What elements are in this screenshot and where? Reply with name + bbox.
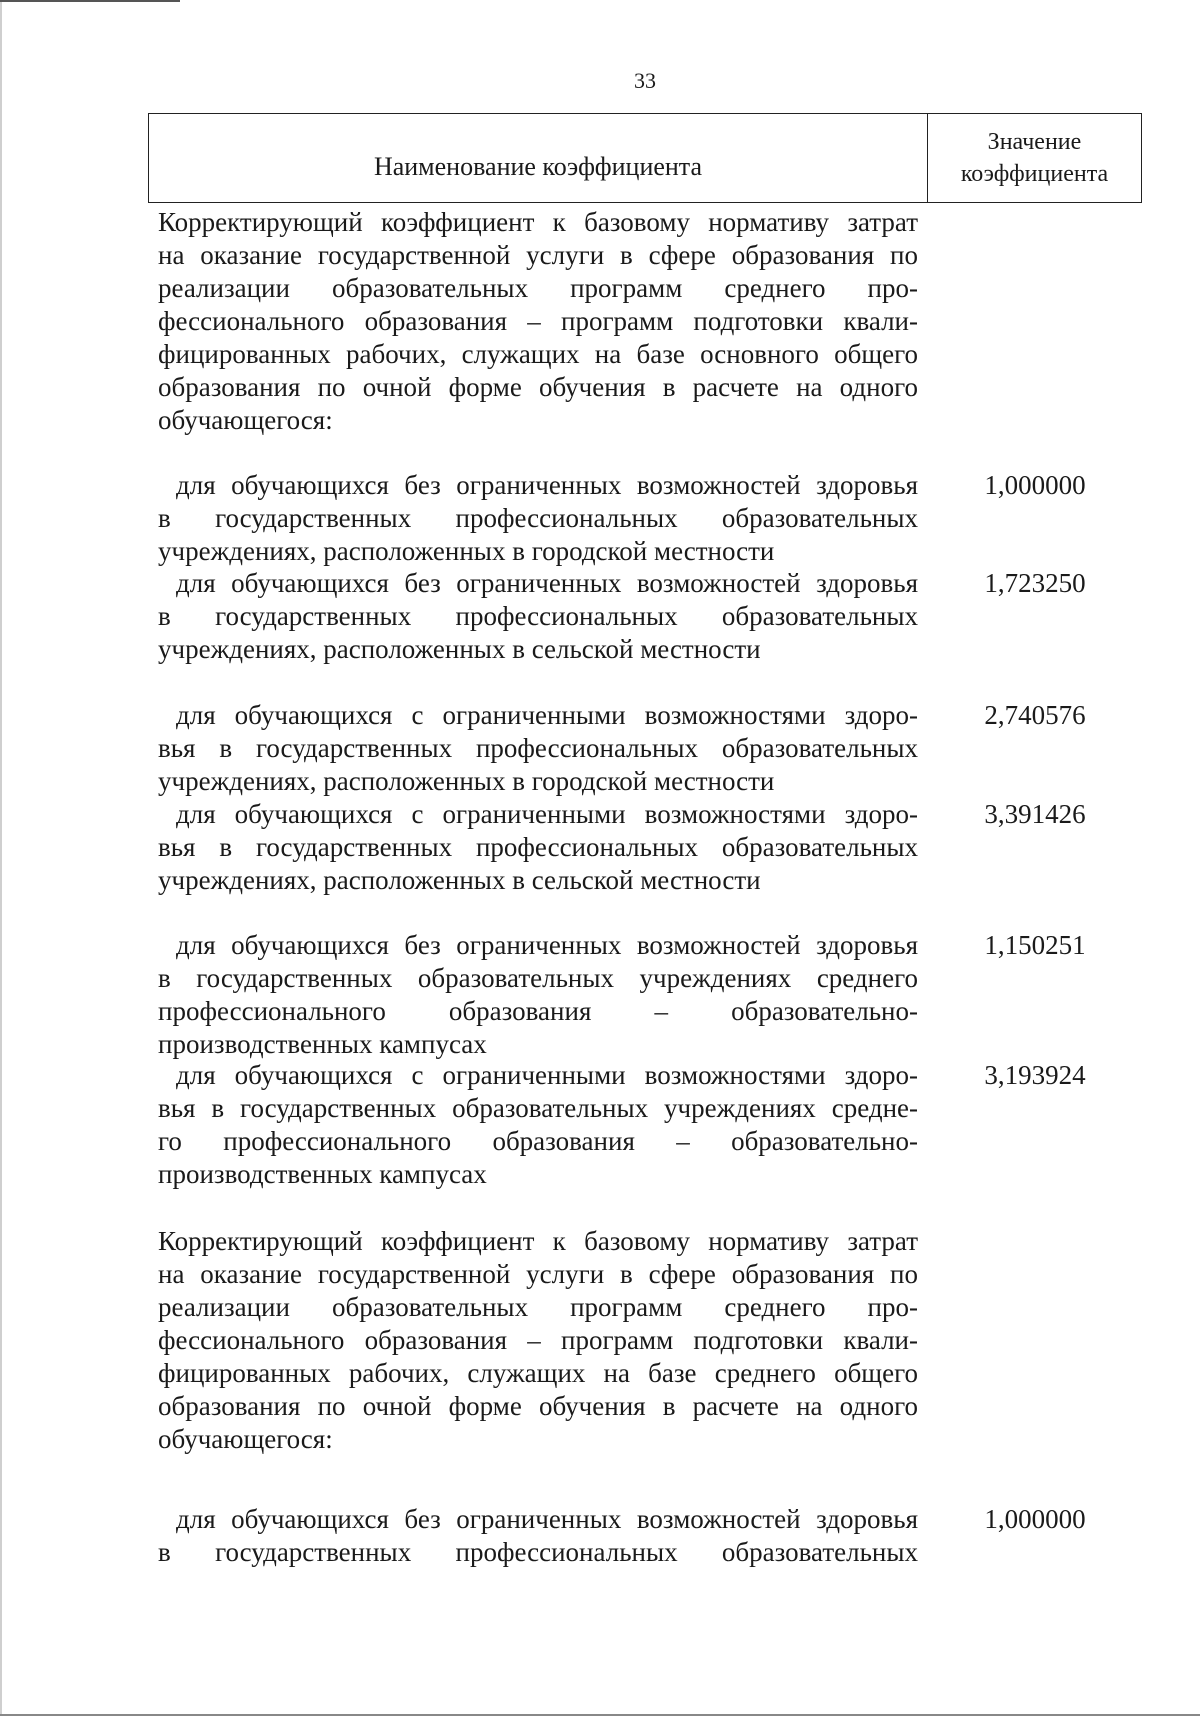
header-coefficient-name: Наименование коэффициента: [149, 114, 928, 202]
heading-line: реализации образовательных программ среднего про-: [158, 1292, 918, 1322]
item-line: учреждениях, расположенных в городской местности: [158, 766, 775, 796]
item-line: производственных кампусах: [158, 1159, 487, 1189]
table-header: [148, 113, 1142, 203]
item-line: для обучающихся с ограниченными возможностями здоро-: [176, 1060, 918, 1090]
heading-line: фессионального образования – программ подготовки квали-: [158, 1325, 918, 1355]
item-line: для обучающихся без ограниченных возможностей здоровья: [176, 1504, 918, 1534]
coefficient-value: 1,150251: [984, 930, 1086, 960]
section2-heading: [158, 1225, 918, 1456]
item-line: для обучающихся с ограниченными возможностями здоро-: [176, 799, 918, 829]
scan-edge-top: [0, 0, 180, 2]
item-line: учреждениях, расположенных в городской местности: [158, 536, 775, 566]
section1-heading: [158, 206, 918, 437]
item-line: в государственных профессиональных образовательных: [158, 601, 918, 631]
heading-line: обучающегося:: [158, 1424, 333, 1454]
coefficient-item: [158, 1059, 918, 1191]
item-line: учреждениях, расположенных в сельской местности: [158, 634, 761, 664]
coefficient-value: 1,000000: [984, 470, 1086, 500]
heading-line: фессионального образования – программ подготовки квали-: [158, 306, 918, 336]
heading-line: на оказание государственной услуги в сфере образования по: [158, 240, 918, 270]
heading-line: Корректирующий коэффициент к базовому нормативу затрат: [158, 207, 918, 237]
item-line: профессионального образования – образовательно-: [158, 996, 918, 1026]
coefficient-value: 1,723250: [984, 568, 1086, 598]
item-line: вья в государственных профессиональных образовательных: [158, 832, 918, 862]
item-line: вья в государственных образовательных учреждениях средне-: [158, 1093, 918, 1123]
item-line: для обучающихся без ограниченных возможностей здоровья: [176, 930, 918, 960]
heading-line: обучающегося:: [158, 405, 333, 435]
coefficient-item: [158, 567, 918, 666]
coefficient-value: 2,740576: [984, 700, 1086, 730]
item-line: для обучающихся без ограниченных возможностей здоровья: [176, 470, 918, 500]
heading-line: на оказание государственной услуги в сфере образования по: [158, 1259, 918, 1289]
header-value-line1: Значение: [987, 129, 1082, 155]
coefficient-item: [158, 1503, 918, 1569]
item-line: производственных кампусах: [158, 1029, 487, 1059]
header-coefficient-value: [928, 114, 1141, 202]
item-line: в государственных профессиональных образовательных: [158, 503, 918, 533]
scan-edge-left: [0, 0, 2, 1716]
item-line: для обучающихся без ограниченных возможностей здоровья: [176, 568, 918, 598]
heading-line: фицированных рабочих, служащих на базе среднего общего: [158, 1358, 918, 1388]
item-line: вья в государственных профессиональных образовательных: [158, 733, 918, 763]
heading-line: образования по очной форме обучения в расчете на одного: [158, 1391, 918, 1421]
item-line: учреждениях, расположенных в сельской местности: [158, 865, 761, 895]
item-line: го профессионального образования – образовательно-: [158, 1126, 918, 1156]
item-line: в государственных профессиональных образовательных: [158, 1537, 918, 1567]
page-number: 33: [634, 68, 656, 93]
item-line: в государственных образовательных учреждениях среднего: [158, 963, 918, 993]
coefficient-item: [158, 469, 918, 568]
heading-line: Корректирующий коэффициент к базовому нормативу затрат: [158, 1226, 918, 1256]
header-value-line2: коэффициента: [960, 161, 1109, 187]
coefficient-value: 1,000000: [984, 1504, 1086, 1534]
coefficient-item: [158, 929, 918, 1061]
coefficient-value: 3,391426: [984, 799, 1086, 829]
item-line: для обучающихся с ограниченными возможностями здоро-: [176, 700, 918, 730]
coefficient-item: [158, 699, 918, 798]
coefficient-item: [158, 798, 918, 897]
heading-line: образования по очной форме обучения в расчете на одного: [158, 372, 918, 402]
coefficient-value: 3,193924: [984, 1060, 1086, 1090]
heading-line: реализации образовательных программ среднего про-: [158, 273, 918, 303]
heading-line: фицированных рабочих, служащих на базе основного общего: [158, 339, 918, 369]
